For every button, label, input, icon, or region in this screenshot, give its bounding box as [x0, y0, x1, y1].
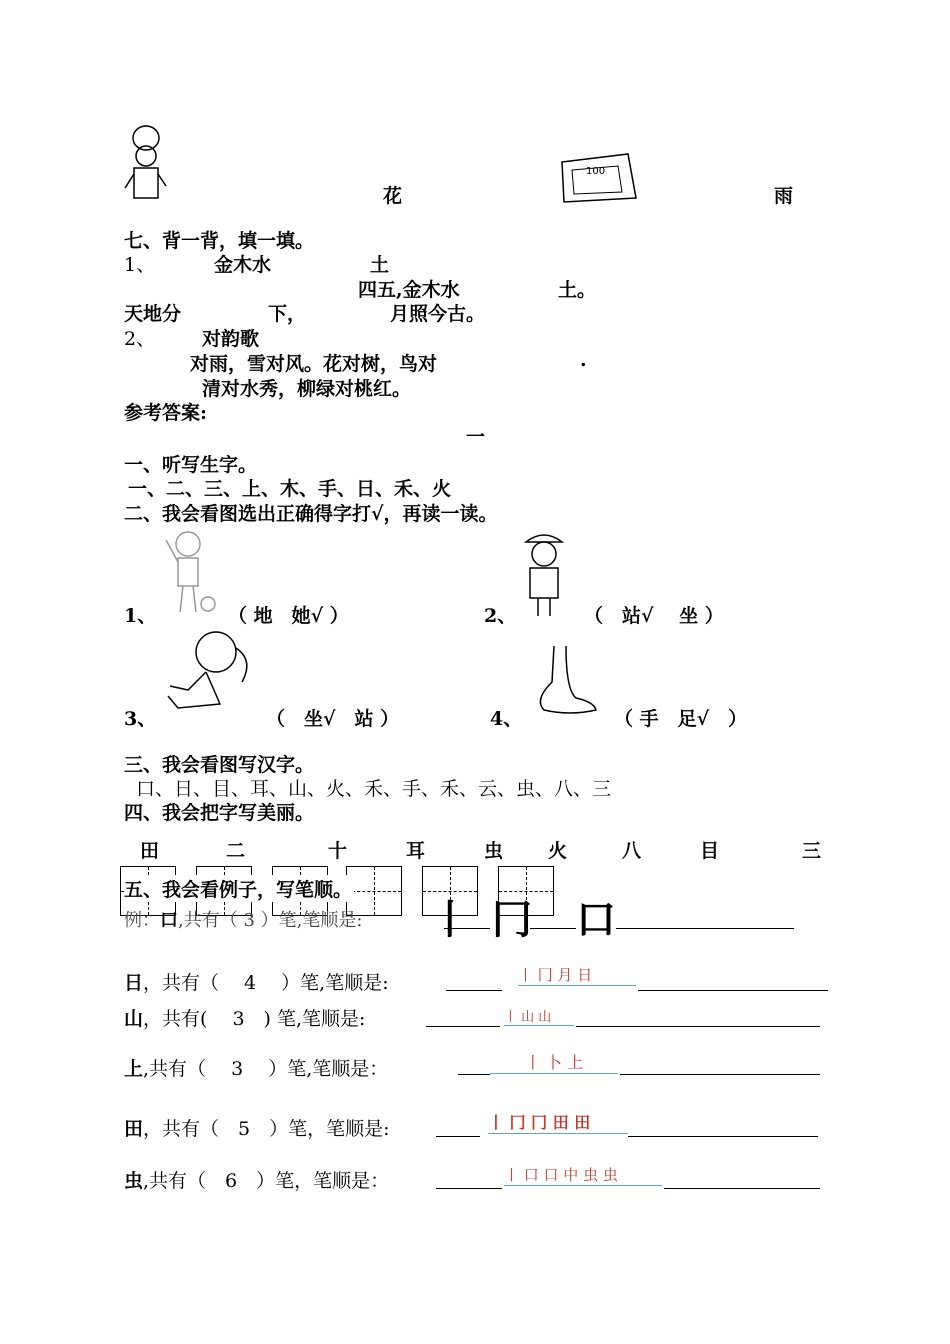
- s4-char: 三: [802, 840, 822, 862]
- s5-row-text: ,共有（ 6 ）笔，笔顺是：: [143, 1170, 390, 1192]
- s4-char: 火: [548, 840, 568, 862]
- s5-example-prefix: 例：: [124, 910, 160, 931]
- s5-row-char: 虫: [124, 1170, 144, 1192]
- boy-drawing: [120, 124, 172, 208]
- answer-line: [436, 1136, 480, 1137]
- s5-row-strokes: 丨 冂 冂 田 田: [488, 1110, 628, 1134]
- s2-item4-num: 4、: [490, 708, 523, 730]
- stamp-drawing: [558, 152, 640, 208]
- s2-item3-choice: （ 坐√ 站 ）: [266, 708, 400, 730]
- s5-row: [124, 1054, 388, 1081]
- q1-line3-b: 下，: [268, 303, 307, 325]
- s2-item3-num: 3、: [124, 708, 157, 730]
- s5-row-text: ,共有（ 3 ）笔,笔顺是：: [143, 1058, 389, 1080]
- s5-row-text: ，共有（ 5 ）笔，笔顺是:: [143, 1118, 390, 1140]
- s4-char: 虫: [484, 840, 504, 862]
- s5-row-strokes: 丨 口 口 中 虫 虫: [504, 1164, 662, 1186]
- part-mark: 一: [466, 426, 486, 448]
- q1-title-a: 金木水: [214, 254, 272, 276]
- s5-example: [124, 906, 362, 932]
- answer-line: [638, 990, 828, 991]
- svg-text:100: 100: [586, 166, 606, 177]
- s4-title: 四、我会把字写美丽。: [124, 802, 315, 824]
- soldier-drawing: [516, 528, 572, 622]
- s2-item2-num: 2、: [484, 605, 517, 627]
- s5-row-strokes: 丨 冂 月 日: [518, 964, 636, 986]
- answer-line: [576, 1026, 820, 1027]
- kid-waving-drawing: [158, 528, 218, 620]
- s4-char: 耳: [406, 840, 426, 862]
- q1-num: 1、: [124, 254, 156, 276]
- answer-line: [530, 928, 576, 929]
- s3-answer: 口、日、目、耳、山、火、禾、手、禾、云、虫、八、三: [136, 778, 612, 800]
- section7-title: 七、背一背，填一填。: [124, 230, 315, 252]
- s4-char: 八: [622, 840, 642, 862]
- answer-line: [426, 1026, 500, 1027]
- foot-drawing: [530, 642, 600, 722]
- s5-example-char: 口: [160, 910, 178, 931]
- char-yu: 雨: [774, 185, 794, 207]
- s5-row-char: 山: [124, 1008, 144, 1030]
- answer-line: [436, 1188, 502, 1189]
- q2-line2: 清对水秀，柳绿对桃红。: [202, 378, 412, 400]
- example-stroke-2: 冂: [492, 897, 532, 943]
- q1-line2-b: 土。: [558, 279, 597, 301]
- answer-line: [458, 1074, 490, 1075]
- answer-line: [620, 1074, 820, 1075]
- s5-row: [124, 1004, 365, 1031]
- q2-num: 2、: [124, 328, 156, 350]
- s2-item4-choice: （ 手 足√ ）: [614, 708, 748, 730]
- q2-line1: 对雨，雪对风。花对树，鸟对: [190, 353, 438, 375]
- s2-title: 二、我会看图选出正确得字打√，再读一读。: [124, 503, 498, 525]
- s5-row-char: 日: [124, 972, 144, 994]
- s5-row-strokes: 丨 卜 上: [490, 1050, 618, 1074]
- answers-title: 参考答案:: [124, 402, 208, 424]
- s5-title: 五、我会看例子，写笔顺。: [124, 875, 354, 902]
- q2-title: 对韵歌: [202, 328, 260, 350]
- q1-line3-c: 月照今古。: [390, 303, 486, 325]
- s4-char: 目: [700, 840, 720, 862]
- answer-line: [446, 990, 502, 991]
- s5-row-text: ，共有（ 4 ）笔,笔顺是:: [143, 972, 389, 994]
- s5-row-char: 田: [124, 1118, 144, 1140]
- s5-row: [124, 1166, 389, 1193]
- s3-title: 三、我会看图写汉字。: [124, 754, 315, 776]
- s5-row: [124, 1114, 390, 1141]
- s5-row-text: ，共有( 3 ) 笔,笔顺是:: [143, 1008, 366, 1030]
- s4-char: 田: [140, 840, 160, 862]
- s2-item1-choice: （ 地 她√ ）: [228, 605, 349, 627]
- answer-line: [664, 1188, 820, 1189]
- example-stroke-3: 口: [576, 897, 616, 943]
- q1-title-b: 土: [370, 254, 390, 276]
- s4-char: 二: [226, 840, 246, 862]
- s1-answer: 一、二、三、上、木、手、日、禾、火: [128, 478, 452, 500]
- s5-example-text: ,共有（ 3 ）笔,笔顺是:: [178, 910, 363, 931]
- char-hua: 花: [383, 185, 403, 207]
- q1-line3-a: 天地分: [124, 303, 182, 325]
- s4-char: 十: [328, 840, 348, 862]
- example-stroke-1: 丨: [430, 897, 470, 943]
- answer-line: [628, 1136, 818, 1137]
- s2-item1-num: 1、: [124, 605, 157, 627]
- girl-sitting-drawing: [158, 624, 258, 720]
- s5-row-char: 上: [124, 1058, 144, 1080]
- s5-row: [124, 968, 389, 995]
- answer-line: [444, 928, 490, 929]
- q1-line2-a: 四五,金木水: [358, 279, 460, 301]
- s5-row-strokes: 丨 山 山: [504, 1006, 574, 1026]
- answer-line: [616, 928, 794, 929]
- q2-line1-end: .: [580, 349, 587, 371]
- s2-item2-choice: （ 站√ 坐 ）: [584, 605, 724, 627]
- s1-title: 一、听写生字。: [124, 454, 258, 476]
